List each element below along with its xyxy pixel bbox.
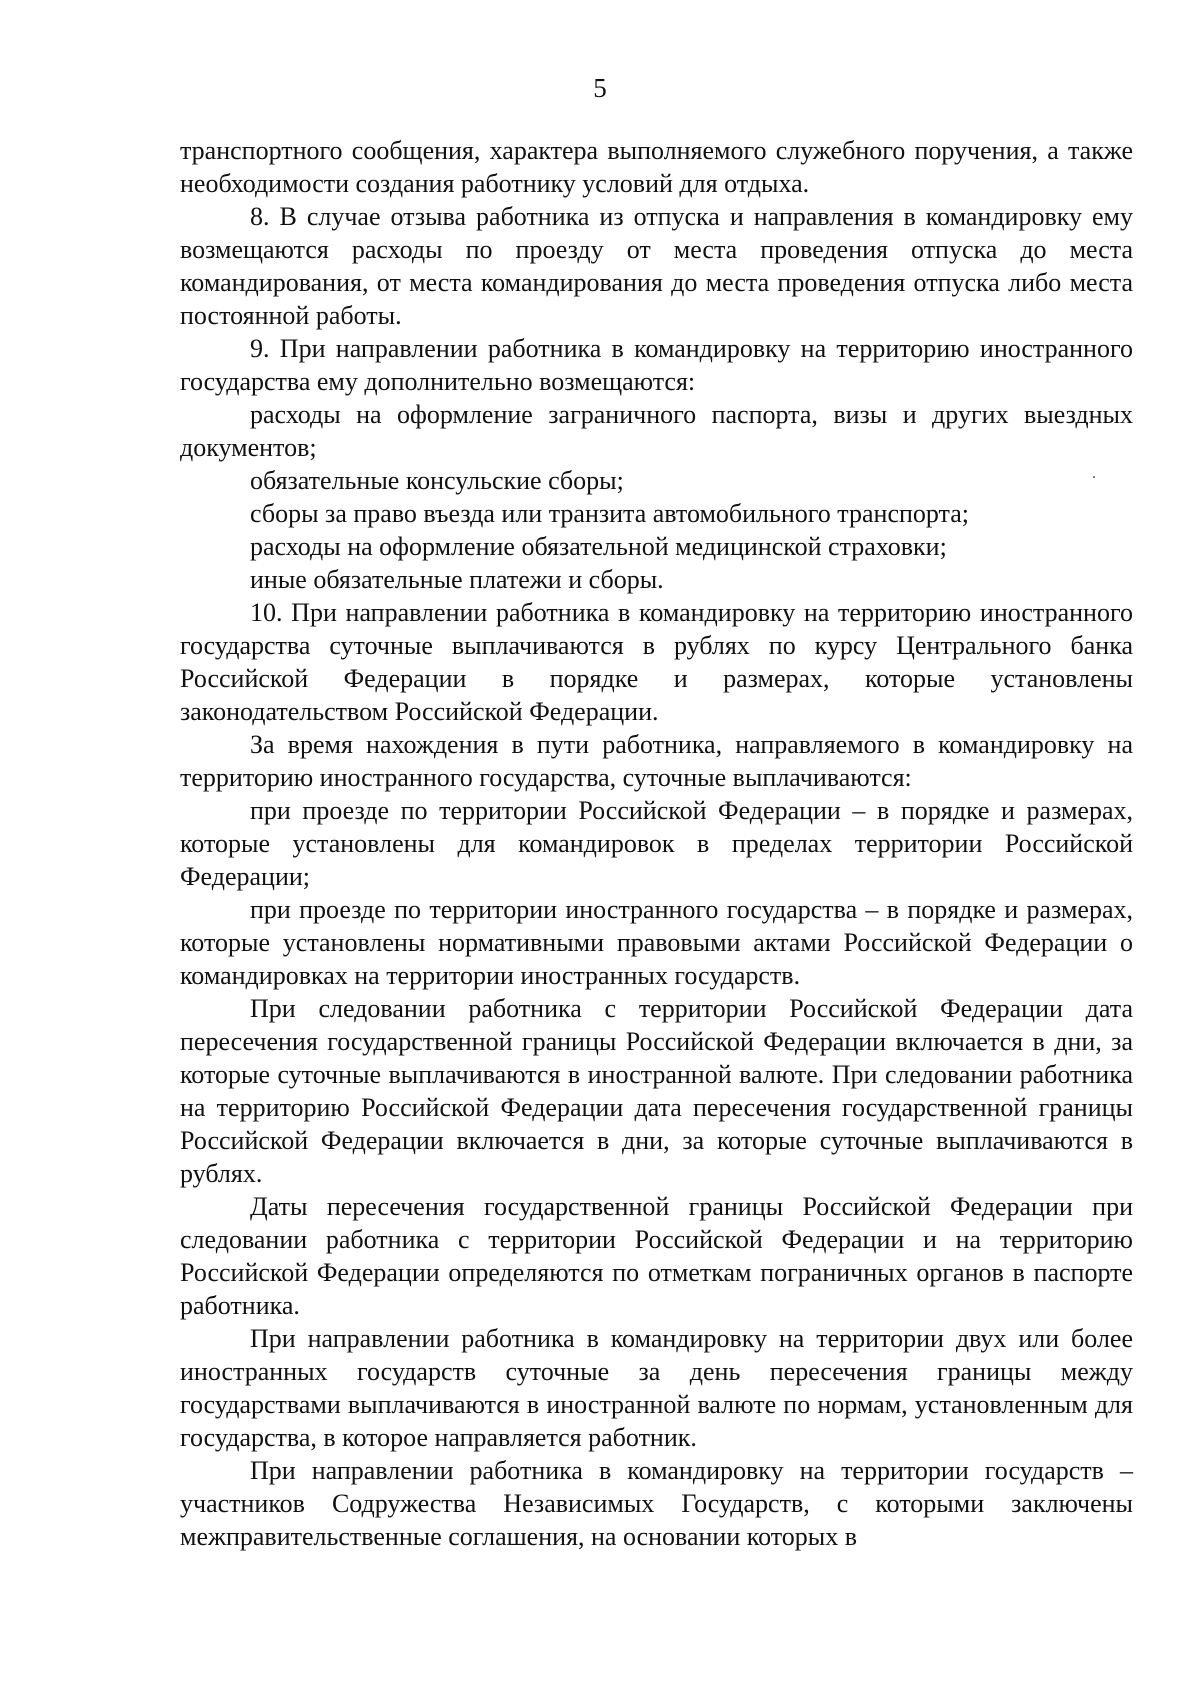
paragraph: расходы на оформление заграничного паспорта, визы и других выездных документов; (180, 400, 1133, 462)
paragraph: 9. При направлении работника в командировку на территорию иностранного государства ему дополнительно возмещаются: (180, 334, 1133, 396)
paragraph: При направлении работника в командировку на территории двух или более иностранных государств суточные за день пересечения границы между государствами выплачиваются в иностранной валюте по нормам, установленным для государства, в которое направляется работник. (180, 1324, 1133, 1452)
paragraph: 8. В случае отзыва работника из отпуска и направления в командировку ему возмещаются расходы по проезду от места проведения отпуска до места командирования, от места командирования до места проведения отпуска либо места постоянной работы. (180, 202, 1133, 330)
paragraph: При следовании работника с территории Российской Федерации дата пересечения государственной границы Российской Федерации включается в дни, за которые суточные выплачиваются в иностранной валюте. При следовании работника на территорию Российской Федерации дата пересечения государственной границы Российской Федерации включается в дни, за которые суточные выплачиваются в рублях. (180, 994, 1133, 1188)
paragraph: При направлении работника в командировку на территории государств – участников Содружества Независимых Государств, с которыми заключены межправительственные соглашения, на основании которых в (180, 1456, 1133, 1551)
paragraph: Даты пересечения государственной границы Российской Федерации при следовании работника с территории Российской Федерации и на территорию Российской Федерации определяются по отметкам пограничных органов в паспорте работника. (180, 1192, 1133, 1320)
paragraph: обязательные консульские сборы; (250, 466, 624, 495)
paragraph: иные обязательные платежи и сборы. (250, 565, 664, 594)
page-number: 5 (593, 73, 607, 103)
document-body (180, 134, 1133, 1553)
paragraph: За время нахождения в пути работника, направляемого в командировку на территорию иностранного государства, суточные выплачиваются: (180, 730, 1133, 792)
paragraph: транспортного сообщения, характера выполняемого служебного поручения, а также необходимости создания работнику условий для отдыха. (180, 136, 1133, 198)
paragraph: при проезде по территории Российской Федерации – в порядке и размерах, которые установлены для командировок в пределах территории Российской Федерации; (180, 796, 1133, 891)
paragraph: расходы на оформление обязательной медицинской страховки; (250, 532, 947, 561)
paragraph: 10. При направлении работника в командировку на территорию иностранного государства суточные выплачиваются в рублях по курсу Центрального банка Российской Федерации в порядке и размерах, которые установлены законодательством Российской Федерации. (180, 598, 1133, 726)
paragraph: при проезде по территории иностранного государства – в порядке и размерах, которые установлены нормативными правовыми актами Российской Федерации о командировках на территории иностранных государств. (180, 895, 1133, 990)
paragraph: сборы за право въезда или транзита автомобильного транспорта; (250, 499, 969, 528)
